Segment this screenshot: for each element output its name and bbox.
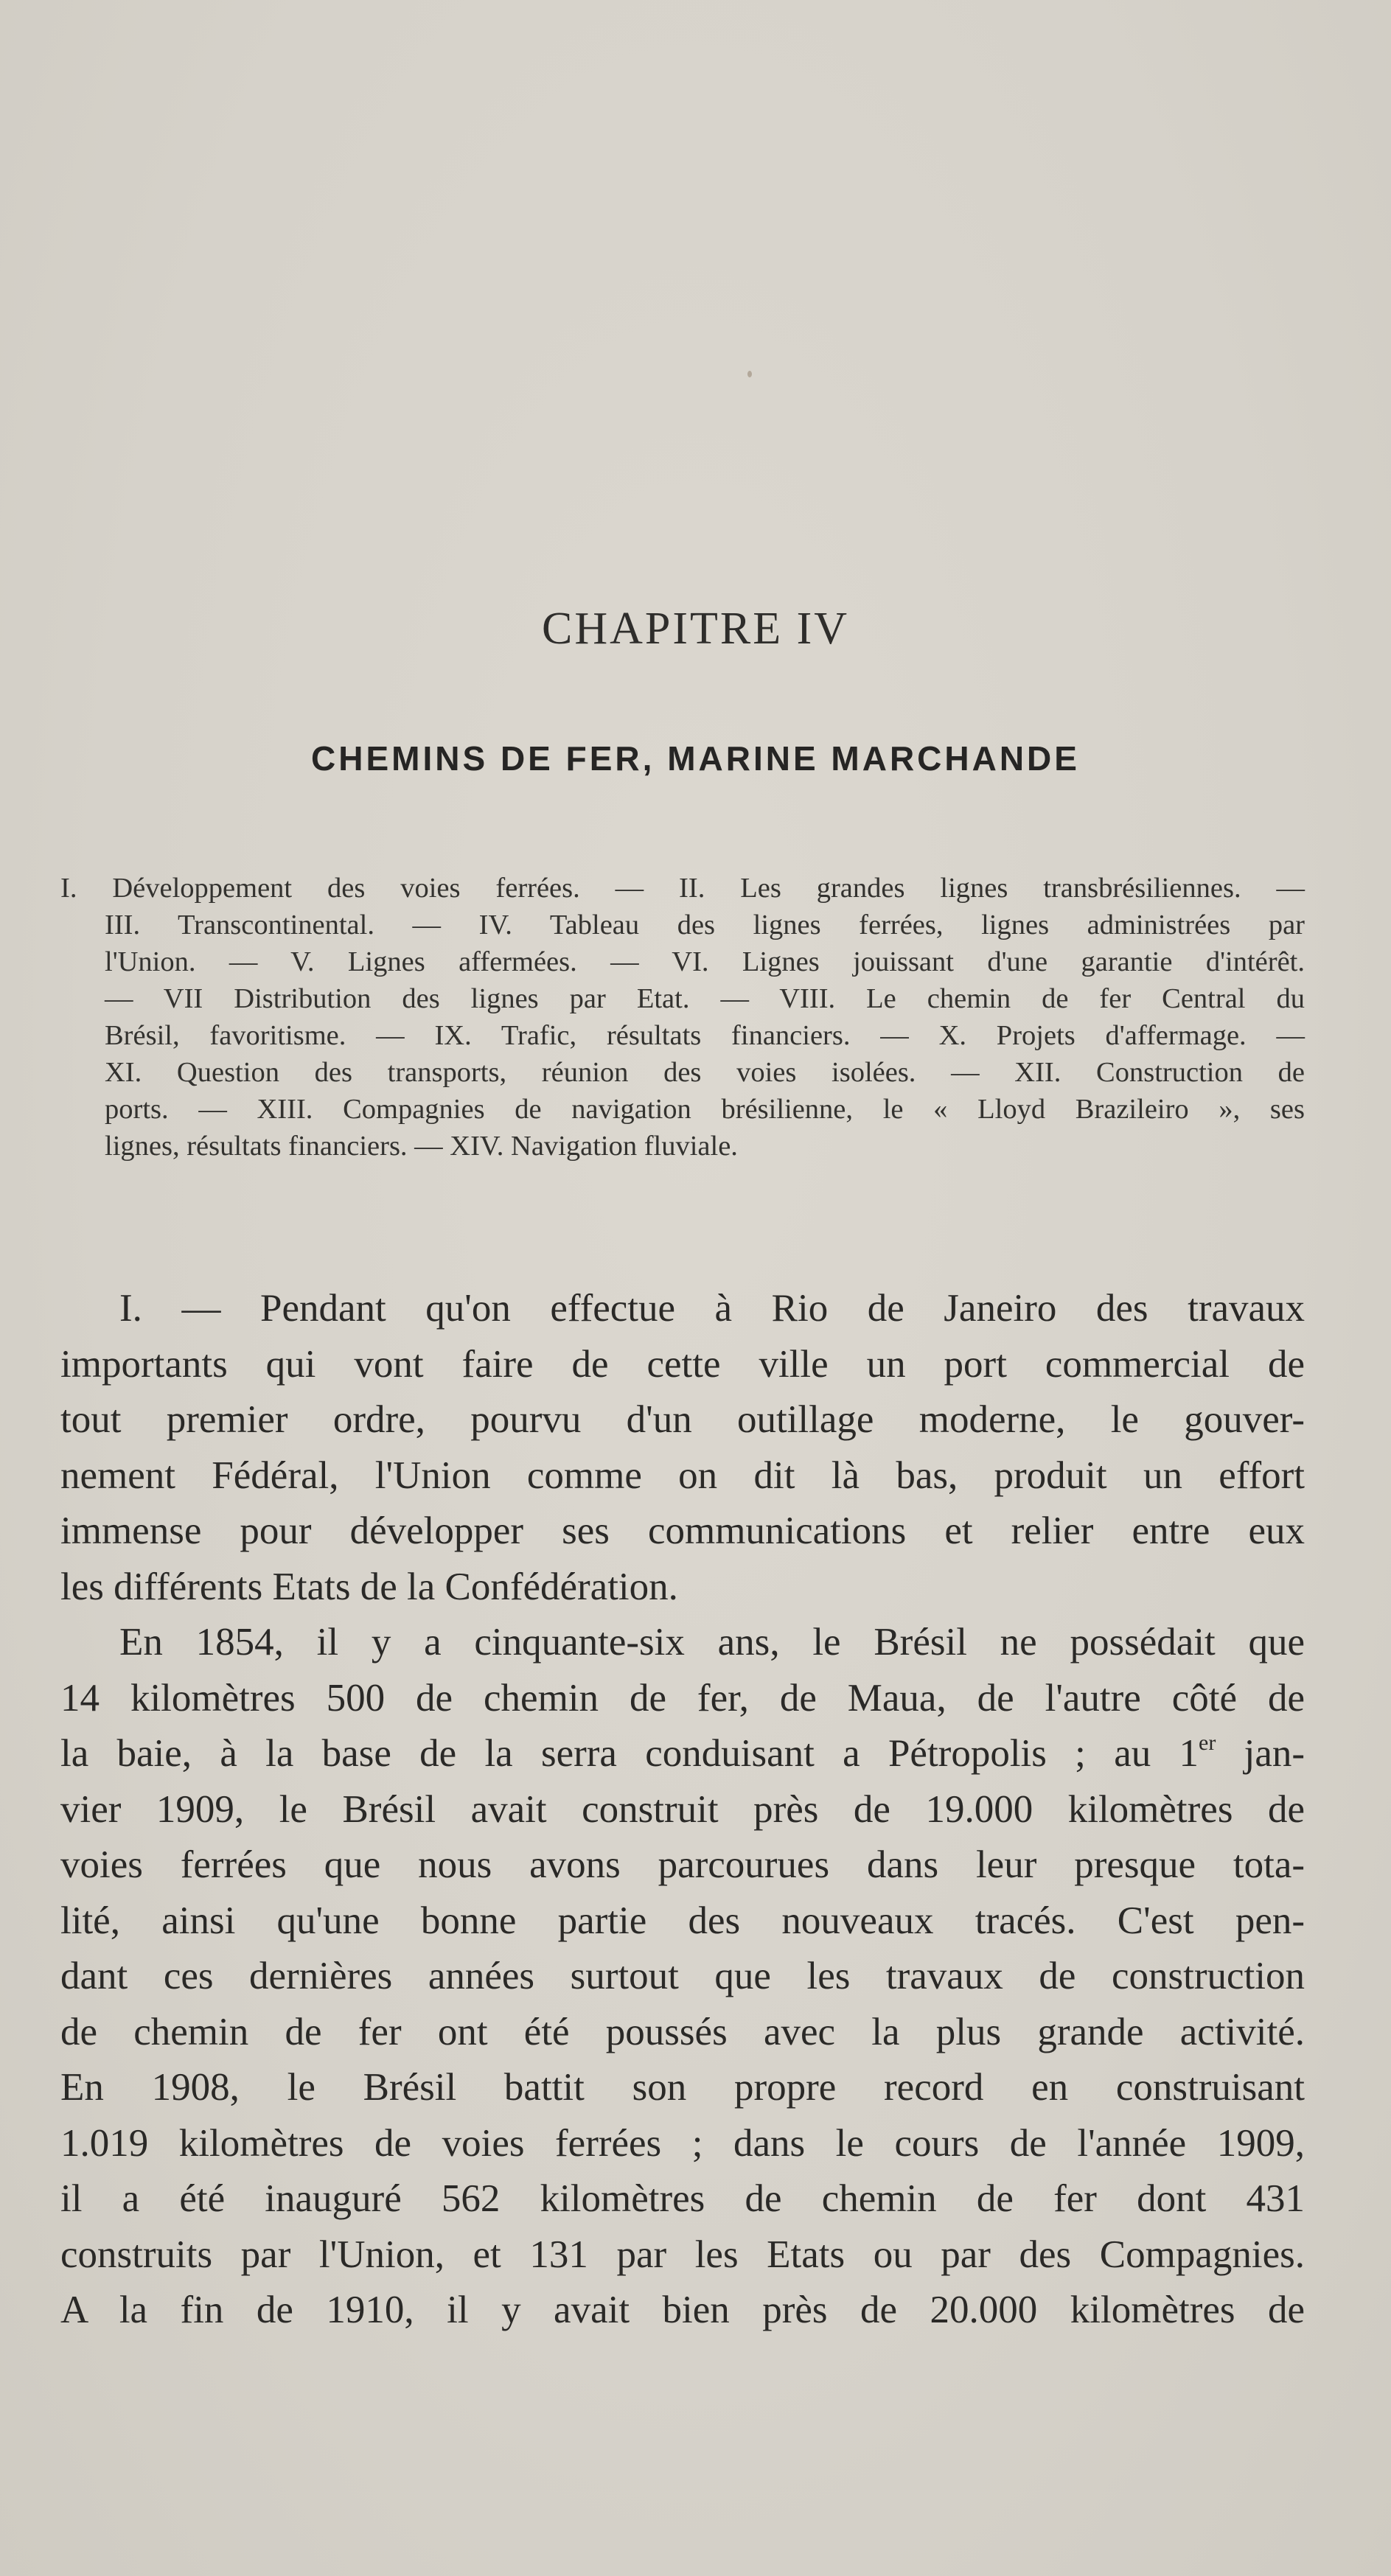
body-line: 1.019 kilomètres de voies ferrées ; dans le cours de l'année 1909, [60, 2121, 1305, 2165]
body-text [60, 1281, 1305, 2339]
body-line: tout premier ordre, pourvu d'un outillage moderne, le gouver- [60, 1398, 1305, 1441]
body-line: dant ces dernières années surtout que les travaux de construction [60, 1955, 1305, 1997]
body-line: En 1854, il y a cinquante-six ans, le Brésil ne possédait que [119, 1621, 1305, 1664]
body-line: importants qui vont faire de cette ville un port commercial de [60, 1342, 1305, 1386]
body-line: En 1908, le Brésil battit son propre record en construisant [60, 2066, 1305, 2109]
body-line: A la fin de 1910, il y avait bien près de 20.000 kilomètres de [60, 2289, 1305, 2331]
chapter-subtitle: CHEMINS DE FER, MARINE MARCHANDE [311, 739, 1080, 778]
body-line-with-superscript [60, 1726, 1305, 1782]
summary-line: — VII Distribution des lignes par Etat. — VIII. Le chemin de fer Central du [105, 983, 1305, 1014]
body-line: I. — Pendant qu'on effectue à Rio de Janeiro des travaux [119, 1287, 1305, 1330]
body-line-part: jan- [1216, 1732, 1305, 1775]
summary-line: ports. — XIII. Compagnies de navigation brésilienne, le « Lloyd Brazileiro », ses [105, 1094, 1305, 1125]
body-line: immense pour développer ses communications et relier entre eux [60, 1509, 1305, 1552]
summary-line: Brésil, favoritisme. — IX. Trafic, résultats financiers. — X. Projets d'affermage. — [105, 1020, 1305, 1051]
body-line: de chemin de fer ont été poussés avec la plus grande activité. [60, 2010, 1305, 2053]
body-line-part: la baie, à la base de la serra conduisant a Pétropolis ; au 1 [60, 1732, 1199, 1775]
body-line: vier 1909, le Brésil avait construit près de 19.000 kilomètres de [60, 1787, 1305, 1831]
chapter-summary [60, 870, 1305, 1165]
summary-line: III. Transcontinental. — IV. Tableau des lignes ferrées, lignes administrées par [105, 910, 1305, 940]
summary-line: XI. Question des transports, réunion des voies isolées. — XII. Construction de [105, 1057, 1305, 1088]
chapter-title: CHAPITRE IV [541, 604, 850, 654]
summary-line: l'Union. — V. Lignes affermées. — VI. Lignes jouissant d'une garantie d'intérêt. [105, 946, 1305, 977]
summary-line: I. Développement des voies ferrées. — II. Les grandes lignes transbrésiliennes. — [60, 873, 1305, 904]
ordinal-superscript: er [1199, 1731, 1216, 1755]
body-line: construits par l'Union, et 131 par les Etats ou par des Compagnies. [60, 2233, 1305, 2276]
body-line: nement Fédéral, l'Union comme on dit là bas, produit un effort [60, 1453, 1305, 1497]
body-line: il a été inauguré 562 kilomètres de chemin de fer dont 431 [60, 2177, 1305, 2220]
body-line: les différents Etats de la Confédération. [60, 1565, 678, 1608]
body-line: 14 kilomètres 500 de chemin de fer, de Maua, de l'autre côté de [60, 1676, 1305, 1720]
summary-line: lignes, résultats financiers. — XIV. Navigation fluviale. [105, 1131, 738, 1162]
body-line: lité, ainsi qu'une bonne partie des nouveaux tracés. C'est pen- [60, 1899, 1305, 1942]
paper-speck [747, 371, 752, 377]
body-line: voies ferrées que nous avons parcourues dans leur presque tota- [60, 1843, 1305, 1886]
